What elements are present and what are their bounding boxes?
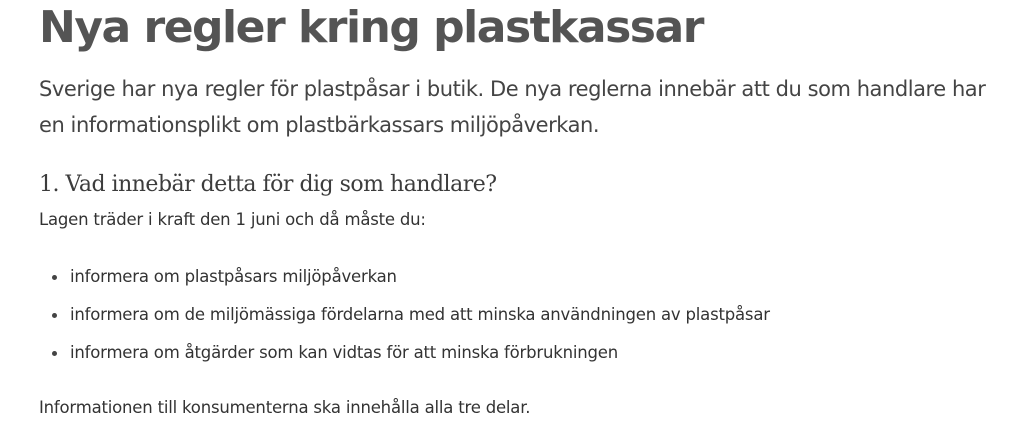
list-item-text: informera om plastpåsars miljöpåverkan: [70, 267, 397, 286]
list-item-text: informera om de miljömässiga fördelarna med att minska användningen av plastpåsar: [70, 305, 770, 324]
closing-paragraph: Informationen till konsumenterna ska innehålla alla tre delar.: [39, 398, 531, 417]
bullet-icon: [52, 275, 57, 280]
list-item: [39, 340, 770, 378]
list-item-text: informera om åtgärder som kan vidtas för att minska förbrukningen: [70, 343, 618, 362]
bullet-icon: [52, 351, 57, 356]
bullet-icon: [52, 313, 57, 318]
list-item: [39, 264, 770, 302]
page-title: Nya regler kring plastkassar: [39, 2, 703, 53]
intro-paragraph: Sverige har nya regler för plastpåsar i butik. De nya reglerna innebär att du som handlare har en informationsplikt om plastbärkassars miljöpåverkan.: [39, 77, 986, 137]
list-item: [39, 302, 770, 340]
section-heading: 1. Vad innebär detta för dig som handlare?: [39, 172, 497, 197]
section-lead: Lagen träder i kraft den 1 juni och då måste du:: [39, 210, 426, 229]
requirements-list: [39, 264, 770, 378]
